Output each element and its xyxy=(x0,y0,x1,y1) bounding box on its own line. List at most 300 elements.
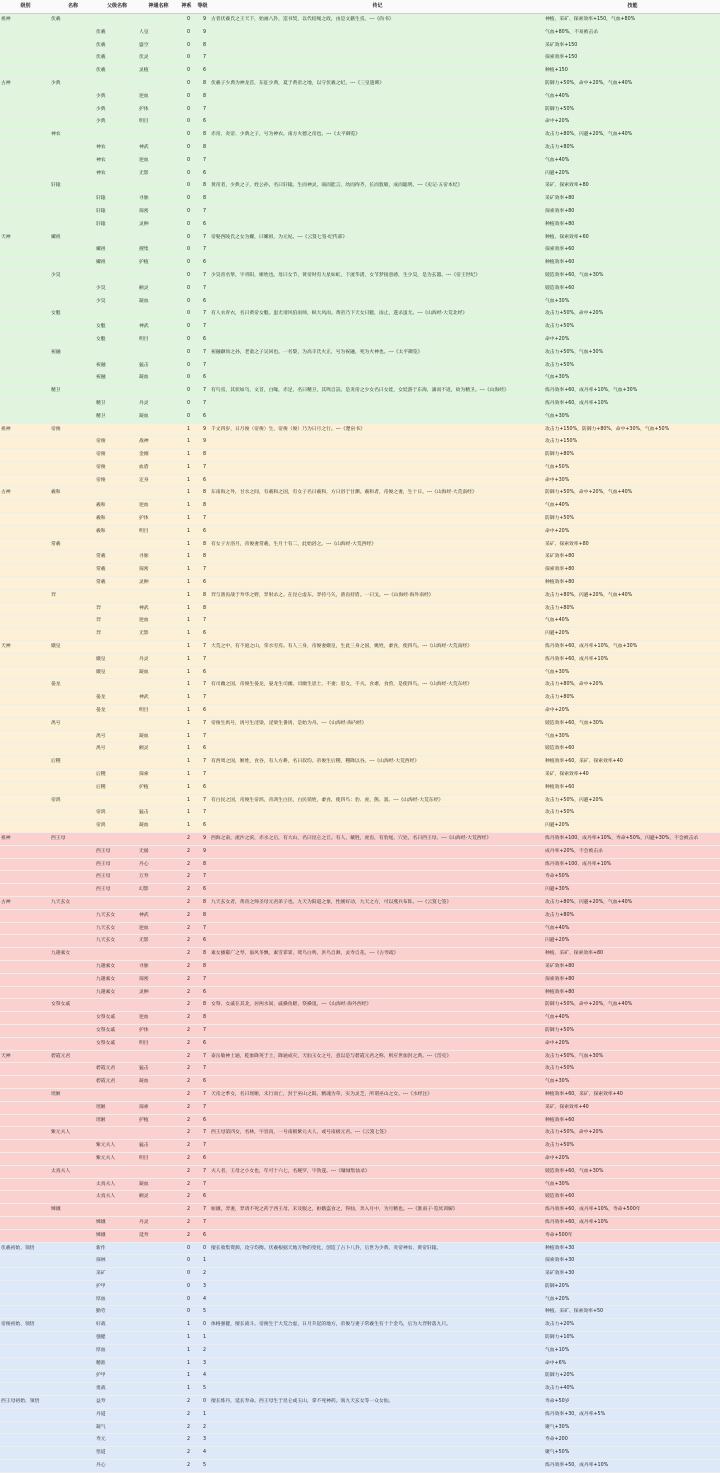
cell-ability[interactable] xyxy=(138,948,178,961)
cell-parent[interactable]: 娥皇 xyxy=(95,666,138,679)
cell-skill[interactable]: 种植效率+80 xyxy=(544,986,720,999)
cell-name[interactable]: 伏羲 xyxy=(50,14,95,27)
cell-name[interactable]: 常羲 xyxy=(50,538,95,551)
cell-name[interactable] xyxy=(50,1370,95,1383)
cell-grade[interactable]: 6 xyxy=(194,820,210,833)
cell-name[interactable] xyxy=(50,730,95,743)
cell-name[interactable] xyxy=(50,282,95,295)
cell-system[interactable]: 2 xyxy=(178,858,194,871)
cell-level[interactable] xyxy=(0,1255,50,1268)
cell-ability[interactable] xyxy=(138,1242,178,1255)
cell-name[interactable] xyxy=(50,1101,95,1114)
table-row[interactable] xyxy=(0,1306,720,1319)
cell-skill[interactable]: 气血+40% xyxy=(544,154,720,167)
cell-name[interactable]: 羿 xyxy=(50,589,95,602)
cell-name[interactable] xyxy=(50,935,95,948)
cell-parent[interactable]: 好战 xyxy=(95,1319,138,1332)
cell-name[interactable] xyxy=(50,333,95,346)
cell-skill[interactable]: 气血+30% xyxy=(544,410,720,423)
cell-biography[interactable] xyxy=(210,461,544,474)
cell-grade[interactable]: 7 xyxy=(194,641,210,654)
cell-system[interactable]: 2 xyxy=(178,1178,194,1191)
cell-name[interactable]: 紫元夫人 xyxy=(50,1127,95,1140)
cell-skill[interactable]: 种植、采矿、探索效率+80 xyxy=(544,948,720,961)
cell-name[interactable] xyxy=(50,1408,95,1421)
cell-ability[interactable]: 猛击 xyxy=(138,807,178,820)
cell-skill[interactable]: 探索效率+30 xyxy=(544,1255,720,1268)
cell-system[interactable]: 1 xyxy=(178,794,194,807)
cell-system[interactable]: 2 xyxy=(178,1204,194,1217)
table-row[interactable] xyxy=(0,1357,720,1370)
cell-skill[interactable]: 炼丹效率+60，成丹率+10% xyxy=(544,1216,720,1229)
cell-level[interactable] xyxy=(0,167,50,180)
table-row[interactable] xyxy=(0,487,720,500)
cell-ability[interactable]: 明目 xyxy=(138,1037,178,1050)
cell-skill[interactable]: 采矿、探索效率+80 xyxy=(544,180,720,193)
cell-name[interactable] xyxy=(50,1460,95,1473)
cell-system[interactable]: 2 xyxy=(178,948,194,961)
cell-parent[interactable]: 九天玄女 xyxy=(95,922,138,935)
cell-level[interactable] xyxy=(0,1370,50,1383)
cell-biography[interactable] xyxy=(210,1012,544,1025)
cell-grade[interactable]: 8 xyxy=(194,960,210,973)
cell-system[interactable]: 1 xyxy=(178,781,194,794)
cell-skill[interactable]: 攻击力+50% xyxy=(544,1140,720,1153)
cell-grade[interactable]: 7 xyxy=(194,359,210,372)
cell-name[interactable] xyxy=(50,205,95,218)
cell-parent[interactable] xyxy=(95,833,138,846)
cell-biography[interactable] xyxy=(210,935,544,948)
cell-ability[interactable]: 神武 xyxy=(138,141,178,154)
cell-grade[interactable]: 9 xyxy=(194,845,210,858)
cell-biography[interactable]: 有白民之国，帝俊生帝鸿，帝鸿生白民，白民销姓，黍食，使四鸟：豹、虎、熊、罴。---《山海经·大荒东经》 xyxy=(210,794,544,807)
header-name[interactable]: 名称 xyxy=(50,0,95,14)
cell-name[interactable] xyxy=(50,705,95,718)
cell-biography[interactable] xyxy=(210,116,544,129)
cell-grade[interactable]: 6 xyxy=(194,1037,210,1050)
cell-system[interactable]: 2 xyxy=(178,1012,194,1025)
cell-name[interactable]: 羲和 xyxy=(50,487,95,500)
cell-parent[interactable]: 帝俊 xyxy=(95,474,138,487)
cell-system[interactable]: 1 xyxy=(178,538,194,551)
cell-biography[interactable] xyxy=(210,1037,544,1050)
cell-name[interactable] xyxy=(50,1242,95,1255)
cell-ability[interactable]: 金刚 xyxy=(138,449,178,462)
cell-parent[interactable]: 少昊 xyxy=(95,282,138,295)
cell-ability[interactable] xyxy=(138,231,178,244)
cell-level[interactable] xyxy=(0,986,50,999)
cell-grade[interactable]: 6 xyxy=(194,525,210,538)
cell-parent[interactable] xyxy=(95,538,138,551)
cell-level[interactable] xyxy=(0,973,50,986)
table-row[interactable] xyxy=(0,346,720,359)
cell-parent[interactable] xyxy=(95,641,138,654)
cell-level[interactable] xyxy=(0,116,50,129)
cell-skill[interactable]: 锻造效率+60 xyxy=(544,743,720,756)
cell-ability[interactable]: 猛击 xyxy=(138,1063,178,1076)
cell-skill[interactable]: 锻造效率+60，气血+30% xyxy=(544,1165,720,1178)
cell-grade[interactable]: 3 xyxy=(194,1357,210,1370)
cell-name[interactable] xyxy=(50,1037,95,1050)
table-row[interactable] xyxy=(0,871,720,884)
cell-system[interactable]: 2 xyxy=(178,1396,194,1409)
cell-system[interactable]: 1 xyxy=(178,615,194,628)
cell-parent[interactable]: 羲和 xyxy=(95,500,138,513)
cell-grade[interactable]: 7 xyxy=(194,871,210,884)
cell-level[interactable] xyxy=(0,1383,50,1396)
cell-skill[interactable]: 种植效率+80 xyxy=(544,218,720,231)
cell-skill[interactable]: 气血+10% xyxy=(544,1344,720,1357)
cell-name[interactable] xyxy=(50,1383,95,1396)
cell-skill[interactable]: 炼丹效率+60，成丹率+10%，气血+30% xyxy=(544,385,720,398)
cell-grade[interactable]: 7 xyxy=(194,756,210,769)
cell-skill[interactable]: 炼丹效率+100，成丹率+10%，寿命+50%，闪避+30%，不会被击杀 xyxy=(544,833,720,846)
cell-name[interactable] xyxy=(50,513,95,526)
cell-grade[interactable]: 7 xyxy=(194,1165,210,1178)
cell-system[interactable]: 1 xyxy=(178,1332,194,1345)
cell-system[interactable]: 0 xyxy=(178,257,194,270)
table-row[interactable] xyxy=(0,1434,720,1447)
cell-name[interactable]: 太真夫人 xyxy=(50,1165,95,1178)
cell-system[interactable]: 1 xyxy=(178,653,194,666)
cell-system[interactable]: 0 xyxy=(178,52,194,65)
cell-system[interactable]: 2 xyxy=(178,1114,194,1127)
cell-level[interactable] xyxy=(0,1332,50,1345)
cell-grade[interactable]: 8 xyxy=(194,141,210,154)
cell-grade[interactable]: 6 xyxy=(194,1191,210,1204)
cell-level[interactable] xyxy=(0,884,50,897)
cell-level[interactable] xyxy=(0,653,50,666)
cell-biography[interactable]: 大荒之中，有不庭之山，荣水穷焉。有人三身，帝俊妻娥皇，生此三身之国，姚姓，黍食，使四鸟。---《山海经·大荒南经》 xyxy=(210,641,544,654)
cell-parent[interactable]: 少昊 xyxy=(95,295,138,308)
cell-parent[interactable]: 西王母 xyxy=(95,871,138,884)
cell-skill[interactable]: 气血+30% xyxy=(544,1178,720,1191)
cell-skill[interactable]: 气血+40% xyxy=(544,615,720,628)
cell-name[interactable] xyxy=(50,244,95,257)
cell-name[interactable] xyxy=(50,1152,95,1165)
cell-grade[interactable]: 7 xyxy=(194,807,210,820)
cell-grade[interactable]: 8 xyxy=(194,129,210,142)
cell-parent[interactable]: 后稷 xyxy=(95,781,138,794)
cell-biography[interactable] xyxy=(210,1063,544,1076)
cell-ability[interactable]: 凝血 xyxy=(138,730,178,743)
cell-grade[interactable]: 2 xyxy=(194,1344,210,1357)
cell-grade[interactable]: 9 xyxy=(194,26,210,39)
cell-system[interactable]: 0 xyxy=(178,359,194,372)
cell-ability[interactable]: 护植 xyxy=(138,781,178,794)
cell-level[interactable] xyxy=(0,1127,50,1140)
cell-name[interactable] xyxy=(50,692,95,705)
cell-name[interactable] xyxy=(50,167,95,180)
table-row[interactable] xyxy=(0,1332,720,1345)
table-row[interactable] xyxy=(0,308,720,321)
cell-system[interactable]: 2 xyxy=(178,1063,194,1076)
cell-parent[interactable] xyxy=(95,14,138,27)
cell-name[interactable] xyxy=(50,90,95,103)
table-row[interactable] xyxy=(0,1408,720,1421)
cell-ability[interactable]: 额灵 xyxy=(138,282,178,295)
cell-grade[interactable]: 6 xyxy=(194,1076,210,1089)
cell-level[interactable] xyxy=(0,1076,50,1089)
cell-ability[interactable]: 人皇 xyxy=(138,26,178,39)
cell-system[interactable]: 2 xyxy=(178,1037,194,1050)
cell-system[interactable]: 0 xyxy=(178,244,194,257)
cell-biography[interactable] xyxy=(210,986,544,999)
cell-system[interactable]: 0 xyxy=(178,410,194,423)
table-row[interactable] xyxy=(0,90,720,103)
cell-level[interactable] xyxy=(0,295,50,308)
table-row[interactable] xyxy=(0,295,720,308)
cell-parent[interactable]: 九趟素女 xyxy=(95,973,138,986)
table-row[interactable] xyxy=(0,1088,720,1101)
cell-biography[interactable]: 祝融颛顼之孙，老童之子吴回也。一名黎，为高辛氏火正，号为祝融，死为火神也。---《太平御览》 xyxy=(210,346,544,359)
cell-skill[interactable]: 种植、采矿、探索效率+50 xyxy=(544,1306,720,1319)
cell-system[interactable]: 0 xyxy=(178,129,194,142)
cell-system[interactable]: 2 xyxy=(178,1140,194,1153)
cell-level[interactable] xyxy=(0,999,50,1012)
cell-skill[interactable]: 探索效率+80 xyxy=(544,564,720,577)
cell-level[interactable] xyxy=(0,577,50,590)
cell-level[interactable] xyxy=(0,1434,50,1447)
table-row[interactable] xyxy=(0,948,720,961)
cell-system[interactable]: 2 xyxy=(178,1408,194,1421)
cell-grade[interactable]: 7 xyxy=(194,397,210,410)
cell-parent[interactable]: 悟道 xyxy=(95,1447,138,1460)
cell-name[interactable] xyxy=(50,1191,95,1204)
cell-grade[interactable]: 6 xyxy=(194,218,210,231)
cell-ability[interactable]: 延寿 xyxy=(138,1229,178,1242)
cell-grade[interactable]: 7 xyxy=(194,922,210,935)
table-row[interactable] xyxy=(0,359,720,372)
cell-ability[interactable] xyxy=(138,14,178,27)
cell-grade[interactable]: 8 xyxy=(194,909,210,922)
cell-level[interactable] xyxy=(0,960,50,973)
cell-system[interactable]: 1 xyxy=(178,717,194,730)
cell-name[interactable] xyxy=(50,321,95,334)
cell-name[interactable]: 帝鸿 xyxy=(50,794,95,807)
cell-skill[interactable]: 气血+40% xyxy=(544,90,720,103)
cell-parent[interactable]: 轩辕 xyxy=(95,218,138,231)
cell-ability[interactable] xyxy=(138,794,178,807)
cell-skill[interactable]: 探索效率+80 xyxy=(544,973,720,986)
cell-level[interactable] xyxy=(0,1357,50,1370)
header-system[interactable]: 神系 xyxy=(178,0,194,14)
cell-skill[interactable]: 气血+30% xyxy=(544,730,720,743)
cell-ability[interactable] xyxy=(138,717,178,730)
cell-name[interactable]: 少典 xyxy=(50,77,95,90)
cell-parent[interactable]: 勤劳 xyxy=(95,1306,138,1319)
table-row[interactable] xyxy=(0,1127,720,1140)
cell-grade[interactable]: 6 xyxy=(194,167,210,180)
cell-skill[interactable]: 炼丹效率+60，成丹率+10%，寿命+500年 xyxy=(544,1204,720,1217)
cell-biography[interactable] xyxy=(210,564,544,577)
cell-name[interactable] xyxy=(50,461,95,474)
cell-name[interactable] xyxy=(50,436,95,449)
cell-grade[interactable]: 2 xyxy=(194,1421,210,1434)
table-row[interactable] xyxy=(0,769,720,782)
cell-level[interactable] xyxy=(0,628,50,641)
cell-name[interactable]: 碧霞元君 xyxy=(50,1050,95,1063)
cell-biography[interactable] xyxy=(210,960,544,973)
cell-biography[interactable]: 帝俊生禺号，禺号生淫梁，淫梁生番禺，是始为舟。---《山海经·海内经》 xyxy=(210,717,544,730)
cell-grade[interactable]: 9 xyxy=(194,423,210,436)
cell-parent[interactable]: 后稷 xyxy=(95,769,138,782)
cell-level[interactable] xyxy=(0,474,50,487)
cell-system[interactable]: 0 xyxy=(178,385,194,398)
header-level[interactable]: 级别 xyxy=(0,0,50,14)
cell-ability[interactable] xyxy=(138,1319,178,1332)
cell-ability[interactable] xyxy=(138,1408,178,1421)
cell-grade[interactable]: 0 xyxy=(194,1396,210,1409)
cell-parent[interactable]: 九趟素女 xyxy=(95,986,138,999)
cell-system[interactable]: 1 xyxy=(178,679,194,692)
cell-parent[interactable] xyxy=(95,231,138,244)
cell-skill[interactable]: 探索效率+150 xyxy=(544,52,720,65)
cell-biography[interactable] xyxy=(210,52,544,65)
cell-skill[interactable]: 闪避+20% xyxy=(544,628,720,641)
cell-grade[interactable]: 7 xyxy=(194,1216,210,1229)
cell-system[interactable]: 1 xyxy=(178,807,194,820)
cell-ability[interactable] xyxy=(138,1460,178,1473)
cell-parent[interactable] xyxy=(95,1204,138,1217)
cell-name[interactable] xyxy=(50,1421,95,1434)
cell-skill[interactable]: 种植+150 xyxy=(544,65,720,78)
cell-level[interactable] xyxy=(0,666,50,679)
cell-system[interactable]: 2 xyxy=(178,896,194,909)
cell-parent[interactable] xyxy=(95,77,138,90)
cell-ability[interactable]: 伏灵 xyxy=(138,52,178,65)
cell-biography[interactable] xyxy=(210,1268,544,1281)
table-row[interactable] xyxy=(0,935,720,948)
cell-ability[interactable] xyxy=(138,641,178,654)
cell-level[interactable] xyxy=(0,500,50,513)
cell-parent[interactable] xyxy=(95,1088,138,1101)
cell-ability[interactable]: 战神 xyxy=(138,436,178,449)
cell-grade[interactable]: 6 xyxy=(194,577,210,590)
cell-skill[interactable]: 攻击力+50% xyxy=(544,1063,720,1076)
cell-ability[interactable] xyxy=(138,1421,178,1434)
cell-parent[interactable]: 祝融 xyxy=(95,359,138,372)
cell-grade[interactable]: 8 xyxy=(194,589,210,602)
cell-biography[interactable]: 黄帝者，少典之子，姓公孙，名曰轩辕。生而神灵，弱而能言，幼而徇齐，长而敦敏，成而聪明。---《史记·五帝本纪》 xyxy=(210,180,544,193)
cell-name[interactable] xyxy=(50,410,95,423)
cell-name[interactable] xyxy=(50,1396,95,1409)
cell-parent[interactable]: 神农 xyxy=(95,141,138,154)
cell-grade[interactable]: 7 xyxy=(194,973,210,986)
cell-level[interactable] xyxy=(0,321,50,334)
cell-system[interactable]: 1 xyxy=(178,436,194,449)
table-row[interactable] xyxy=(0,1152,720,1165)
table-row[interactable] xyxy=(0,794,720,807)
cell-biography[interactable] xyxy=(210,1447,544,1460)
cell-system[interactable]: 2 xyxy=(178,845,194,858)
cell-skill[interactable]: 防御力+50% xyxy=(544,103,720,116)
table-row[interactable] xyxy=(0,884,720,897)
cell-name[interactable] xyxy=(50,65,95,78)
cell-ability[interactable]: 搜集 xyxy=(138,244,178,257)
table-row[interactable] xyxy=(0,461,720,474)
cell-biography[interactable]: 九天玄女者，黄帝之师圣母元君弟子也。九天为阳道之象，性刚好动，九天之方，可以燕兵布阵。---《云笈七签》 xyxy=(210,896,544,909)
table-row[interactable] xyxy=(0,129,720,142)
cell-skill[interactable]: 气血+40% xyxy=(544,922,720,935)
cell-parent[interactable]: 西王母 xyxy=(95,845,138,858)
cell-parent[interactable]: 九天玄女 xyxy=(95,909,138,922)
cell-level[interactable] xyxy=(0,103,50,116)
cell-biography[interactable] xyxy=(210,602,544,615)
table-row[interactable] xyxy=(0,1396,720,1409)
cell-name[interactable] xyxy=(50,1268,95,1281)
cell-level[interactable] xyxy=(0,1204,50,1217)
cell-grade[interactable]: 7 xyxy=(194,615,210,628)
cell-grade[interactable]: 6 xyxy=(194,333,210,346)
cell-skill[interactable]: 炼丹效率+50，成丹率+10% xyxy=(544,1460,720,1473)
cell-ability[interactable] xyxy=(138,346,178,359)
cell-name[interactable] xyxy=(50,449,95,462)
cell-name[interactable] xyxy=(50,257,95,270)
table-row[interactable] xyxy=(0,1319,720,1332)
cell-biography[interactable]: 女祭、女戚在其北，居两水间，戚操鱼觛，祭操俎。---《山海经·海外西经》 xyxy=(210,999,544,1012)
table-row[interactable] xyxy=(0,193,720,206)
cell-system[interactable]: 2 xyxy=(178,960,194,973)
cell-parent[interactable]: 瑶姬 xyxy=(95,1114,138,1127)
cell-skill[interactable]: 气血+30% xyxy=(544,295,720,308)
table-row[interactable] xyxy=(0,321,720,334)
cell-grade[interactable]: 1 xyxy=(194,1255,210,1268)
cell-ability[interactable] xyxy=(138,999,178,1012)
cell-biography[interactable] xyxy=(210,193,544,206)
cell-system[interactable]: 0 xyxy=(178,321,194,334)
cell-level[interactable] xyxy=(0,1178,50,1191)
cell-level[interactable]: 天神 xyxy=(0,641,50,654)
cell-grade[interactable]: 7 xyxy=(194,52,210,65)
cell-skill[interactable]: 种植效率+60，采矿、探索效率+40 xyxy=(544,756,720,769)
cell-grade[interactable]: 6 xyxy=(194,705,210,718)
cell-biography[interactable] xyxy=(210,1421,544,1434)
cell-level[interactable] xyxy=(0,935,50,948)
cell-name[interactable]: 女祭女戚 xyxy=(50,999,95,1012)
cell-biography[interactable] xyxy=(210,257,544,270)
cell-level[interactable]: 古神 xyxy=(0,487,50,500)
cell-grade[interactable]: 7 xyxy=(194,346,210,359)
cell-system[interactable]: 1 xyxy=(178,513,194,526)
cell-ability[interactable]: 逆血 xyxy=(138,1012,178,1025)
cell-level[interactable] xyxy=(0,589,50,602)
cell-skill[interactable]: 防御力+10% xyxy=(544,1332,720,1345)
table-row[interactable] xyxy=(0,1383,720,1396)
cell-grade[interactable]: 6 xyxy=(194,410,210,423)
cell-parent[interactable]: 厚血 xyxy=(95,1293,138,1306)
cell-skill[interactable]: 种植效率+80 xyxy=(544,577,720,590)
cell-ability[interactable]: 神武 xyxy=(138,321,178,334)
cell-system[interactable]: 1 xyxy=(178,820,194,833)
cell-ability[interactable] xyxy=(138,1255,178,1268)
table-row[interactable] xyxy=(0,1447,720,1460)
cell-grade[interactable]: 8 xyxy=(194,896,210,909)
cell-parent[interactable] xyxy=(95,346,138,359)
cell-skill[interactable]: 寿命+500年 xyxy=(544,1229,720,1242)
cell-parent[interactable] xyxy=(95,308,138,321)
cell-level[interactable] xyxy=(0,1152,50,1165)
cell-skill[interactable]: 炼丹效率+60，成丹率+10%，气血+30% xyxy=(544,641,720,654)
cell-ability[interactable]: 逆血 xyxy=(138,615,178,628)
cell-biography[interactable] xyxy=(210,705,544,718)
cell-ability[interactable]: 丹灵 xyxy=(138,653,178,666)
cell-biography[interactable] xyxy=(210,449,544,462)
cell-parent[interactable] xyxy=(95,896,138,909)
cell-grade[interactable]: 7 xyxy=(194,282,210,295)
cell-ability[interactable]: 血盾 xyxy=(138,461,178,474)
cell-system[interactable]: 0 xyxy=(178,39,194,52)
